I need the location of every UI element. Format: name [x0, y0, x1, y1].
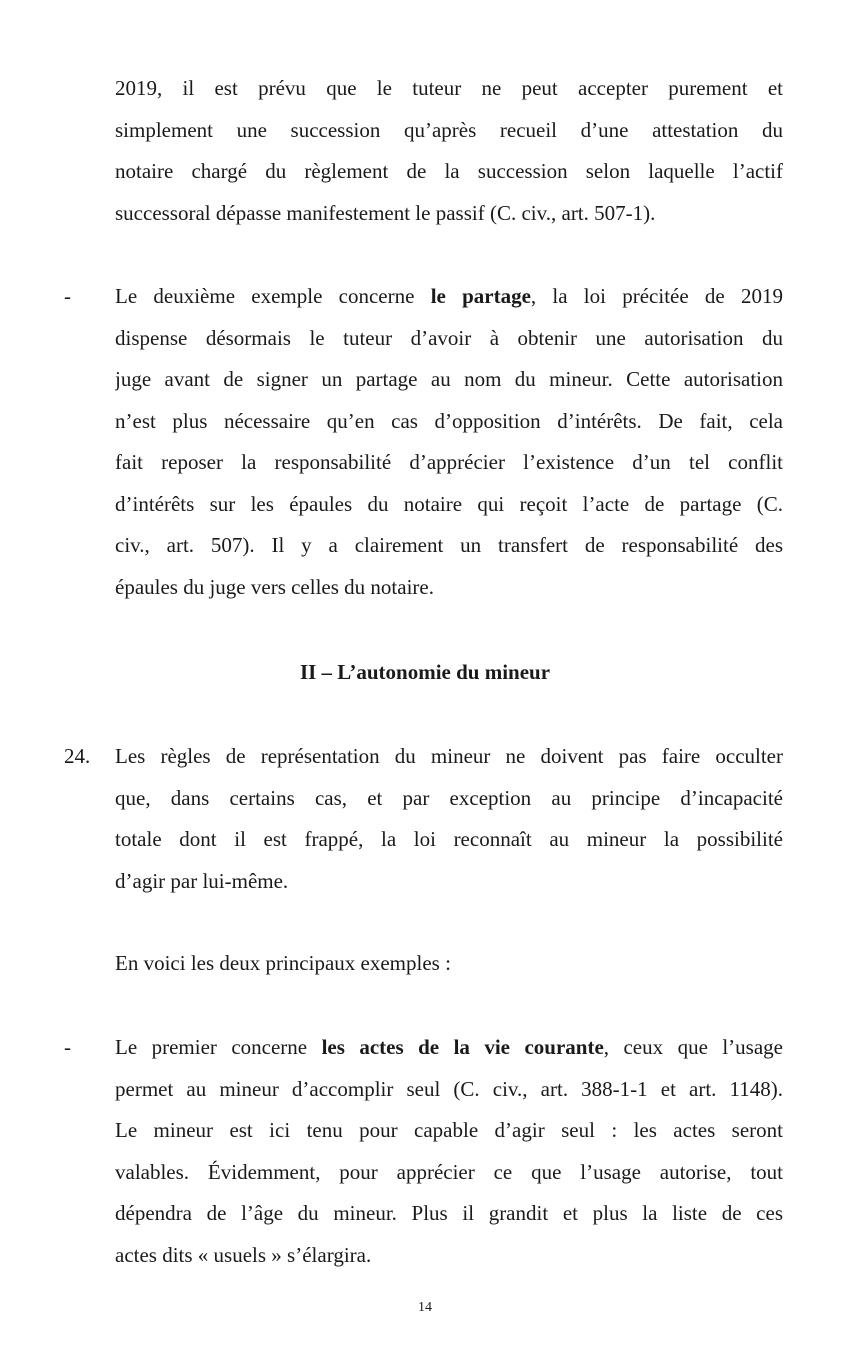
bullet-actes-vie-courante [115, 1027, 783, 1276]
text-line: juge avant de signer un partage au nom du mineur. Cette autorisation [115, 367, 783, 391]
text-line: civ., art. 507). Il y a clairement un transfert de responsabilité des [115, 533, 783, 557]
text-line: dépendra de l’âge du mineur. Plus il grandit et plus la liste de ces [115, 1201, 783, 1225]
text-run: , la loi précitée de 2019 [530, 284, 783, 308]
bullet-partage [115, 276, 783, 608]
text-line: Les règles de représentation du mineur ne doivent pas faire occulter [115, 744, 783, 768]
text-line: fait reposer la responsabilité d’apprécier l’existence d’un tel conflit [115, 450, 783, 474]
text-line: totale dont il est frappé, la loi reconnaît au mineur la possibilité [115, 827, 783, 851]
text-line: d’agir par lui-même. [115, 868, 289, 893]
text-line: successoral dépasse manifestement le passif (C. civ., art. 507-1). [115, 200, 656, 225]
text-line: simplement une succession qu’après recueil d’une attestation du [115, 117, 783, 142]
text-line: que, dans certains cas, et par exception au principe d’incapacité [115, 785, 783, 810]
paragraph-continuation [115, 68, 783, 234]
text-line: actes dits « usuels » s’élargira. [115, 1242, 372, 1267]
text-run: Le premier concerne [115, 1035, 322, 1059]
text-run: , ceux que l’usage [603, 1035, 783, 1059]
examples-intro: En voici les deux principaux exemples : [115, 951, 451, 975]
text-line [115, 276, 783, 318]
bullet-marker: - [64, 284, 71, 308]
paragraph-number: 24. [64, 744, 91, 768]
bullet-marker: - [64, 1035, 71, 1059]
bold-term: les actes de la vie courante [321, 1035, 604, 1059]
text-run: Le deuxième exemple concerne [115, 284, 431, 308]
section-title: II – L’autonomie du mineur [299, 660, 551, 684]
text-line: 2019, il est prévu que le tuteur ne peut accepter purement et [115, 76, 783, 100]
page-number: 14 [418, 1300, 432, 1315]
bold-term: le partage [430, 284, 531, 308]
text-line: valables. Évidemment, pour apprécier ce que l’usage autorise, tout [115, 1159, 783, 1184]
text-line: permet au mineur d’accomplir seul (C. civ., art. 388-1-1 et art. 1148). [115, 1076, 783, 1101]
text-line [115, 1027, 783, 1069]
text-line: notaire chargé du règlement de la succession selon laquelle l’actif [115, 159, 783, 183]
text-line: dispense désormais le tuteur d’avoir à obtenir une autorisation du [115, 325, 783, 350]
paragraph-24 [115, 736, 783, 902]
text-line: n’est plus nécessaire qu’en cas d’opposition d’intérêts. De fait, cela [115, 408, 783, 433]
text-line: épaules du juge vers celles du notaire. [115, 574, 434, 599]
text-line: d’intérêts sur les épaules du notaire qui reçoit l’acte de partage (C. [115, 491, 783, 516]
text-line: Le mineur est ici tenu pour capable d’agir seul : les actes seront [115, 1118, 783, 1142]
